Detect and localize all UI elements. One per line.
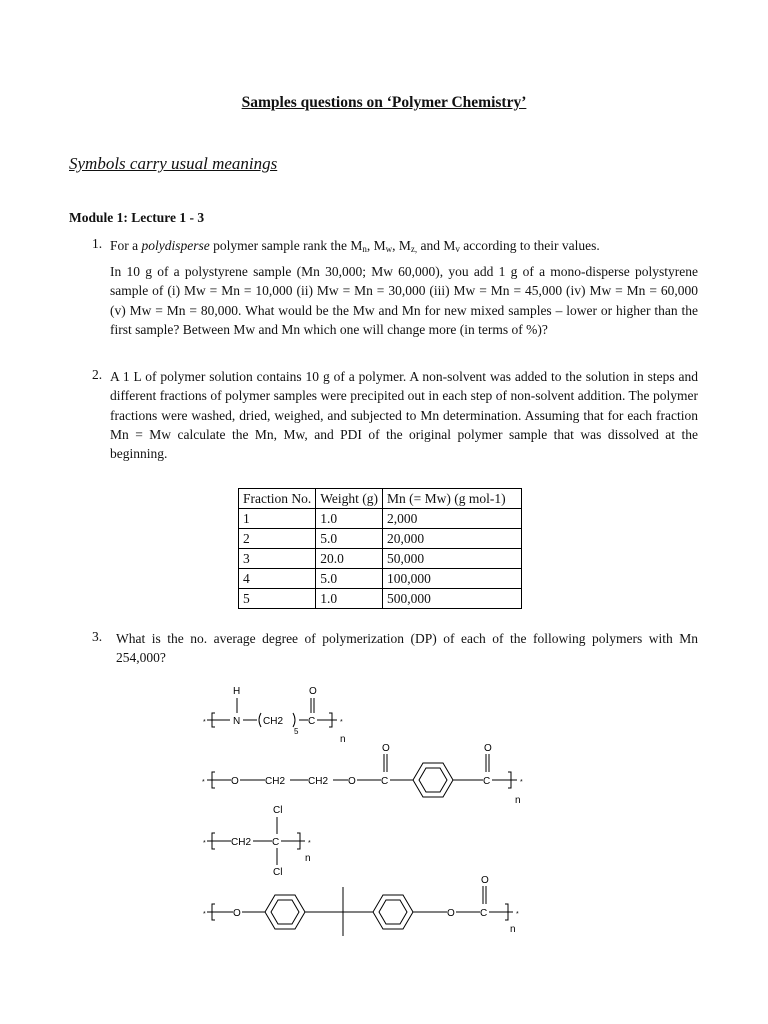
table-cell: 5.0: [316, 569, 383, 589]
question-2-number: 2.: [92, 367, 103, 382]
table-row: [239, 509, 522, 529]
svg-text:Cl: Cl: [273, 867, 283, 878]
fraction-table: [238, 488, 522, 609]
table-cell: 100,000: [383, 569, 522, 589]
svg-text:5: 5: [294, 727, 299, 736]
svg-text:CH2: CH2: [265, 776, 286, 787]
svg-text:CH2: CH2: [308, 776, 329, 787]
table-cell: 1.0: [316, 589, 383, 609]
svg-text:*: *: [202, 779, 205, 786]
svg-text:H: H: [233, 686, 241, 697]
table-cell: 5.0: [316, 529, 383, 549]
page-title: Samples questions on ‘Polymer Chemistry’: [241, 94, 527, 111]
table-header: Mn (= Mw) (g mol-1): [383, 489, 522, 509]
svg-text:*: *: [340, 719, 343, 726]
svg-text:*: *: [203, 840, 206, 847]
table-cell: 1.0: [316, 509, 383, 529]
svg-text:*: *: [203, 911, 206, 918]
question-1-line: For a polydisperse polymer sample rank the $M_n$, $M_w$, $M_{z,}$ and $M_v$ according to their values.: [110, 238, 600, 254]
table-row: [239, 529, 522, 549]
structure-pvdc: [203, 805, 311, 878]
svg-text:C: C: [272, 837, 280, 848]
table-cell: 50,000: [383, 549, 522, 569]
table-cell: 1: [239, 509, 316, 529]
svg-text:C: C: [483, 776, 491, 787]
table-cell: 20,000: [383, 529, 522, 549]
table-cell: 2: [239, 529, 316, 549]
question-2-text: A 1 L of polymer solution contains 10 g of a polymer. A non-solvent was added to the solution in steps and different fractions of polymer samples were precipited out in each step of non-solvent addition. The polymer fractions were washed, dried, weighed, and subjected to Mn determination. Assuming that for each fraction Mn = Mw calculate the Mn, Mw, and PDI of the original polymer sample that was dissolved at the beginning.: [110, 369, 698, 462]
question-3-number: 3.: [92, 629, 103, 644]
svg-text:C: C: [308, 716, 316, 727]
svg-text:*: *: [203, 719, 206, 726]
table-cell: 2,000: [383, 509, 522, 529]
svg-text:CH2: CH2: [263, 716, 284, 727]
svg-text:CH2: CH2: [231, 837, 252, 848]
svg-text:Cl: Cl: [273, 805, 283, 816]
table-cell: 20.0: [316, 549, 383, 569]
table-row: [239, 549, 522, 569]
svg-text:*: *: [516, 911, 519, 918]
structure-nylon: [203, 686, 346, 745]
svg-text:*: *: [308, 840, 311, 847]
table-row: [239, 569, 522, 589]
svg-text:O: O: [309, 686, 317, 697]
table-cell: 5: [239, 589, 316, 609]
svg-text:O: O: [447, 908, 455, 919]
svg-text:C: C: [381, 776, 389, 787]
table-header-row: [239, 489, 522, 509]
svg-text:O: O: [233, 908, 241, 919]
question-1-number: 1.: [92, 236, 103, 251]
table-cell: 500,000: [383, 589, 522, 609]
svg-text:*: *: [520, 779, 523, 786]
table-header: Weight (g): [316, 489, 383, 509]
svg-text:O: O: [484, 743, 492, 754]
svg-text:O: O: [382, 743, 390, 754]
polymer-structures: [195, 680, 545, 940]
svg-text:n: n: [515, 795, 521, 806]
svg-text:n: n: [305, 853, 311, 864]
question-1-paragraph: In 10 g of a polystyrene sample (Mn 30,000; Mw 60,000), you add 1 g of a mono-disperse polystyrene sample of (i) Mw = Mn = 10,000 (ii) Mw = Mn = 30,000 (iii) Mw = Mn = 45,000 (iv) Mw = Mn = 60,000 (v) Mw = Mn = 80,000. What would be the Mw and Mn for new mixed samples – lower or higher than the first sample? Between Mw and Mn which one will change more (in terms of %)?: [110, 264, 698, 337]
svg-text:O: O: [481, 875, 489, 886]
table-cell: 3: [239, 549, 316, 569]
table-row: [239, 589, 522, 609]
svg-text:n: n: [340, 734, 346, 745]
svg-text:N: N: [233, 716, 241, 727]
svg-text:O: O: [231, 776, 239, 787]
subtitle: Symbols carry usual meanings: [69, 154, 278, 173]
svg-text:O: O: [348, 776, 356, 787]
question-3-text: What is the no. average degree of polymerization (DP) of each of the following polymers with Mn 254,000?: [116, 631, 698, 666]
structure-polycarbonate: [203, 875, 519, 936]
svg-text:n: n: [510, 924, 516, 935]
table-cell: 4: [239, 569, 316, 589]
table-header: Fraction No.: [239, 489, 316, 509]
svg-text:C: C: [480, 908, 488, 919]
structure-pet: [202, 743, 523, 806]
module-heading: Module 1: Lecture 1 - 3: [69, 210, 205, 225]
